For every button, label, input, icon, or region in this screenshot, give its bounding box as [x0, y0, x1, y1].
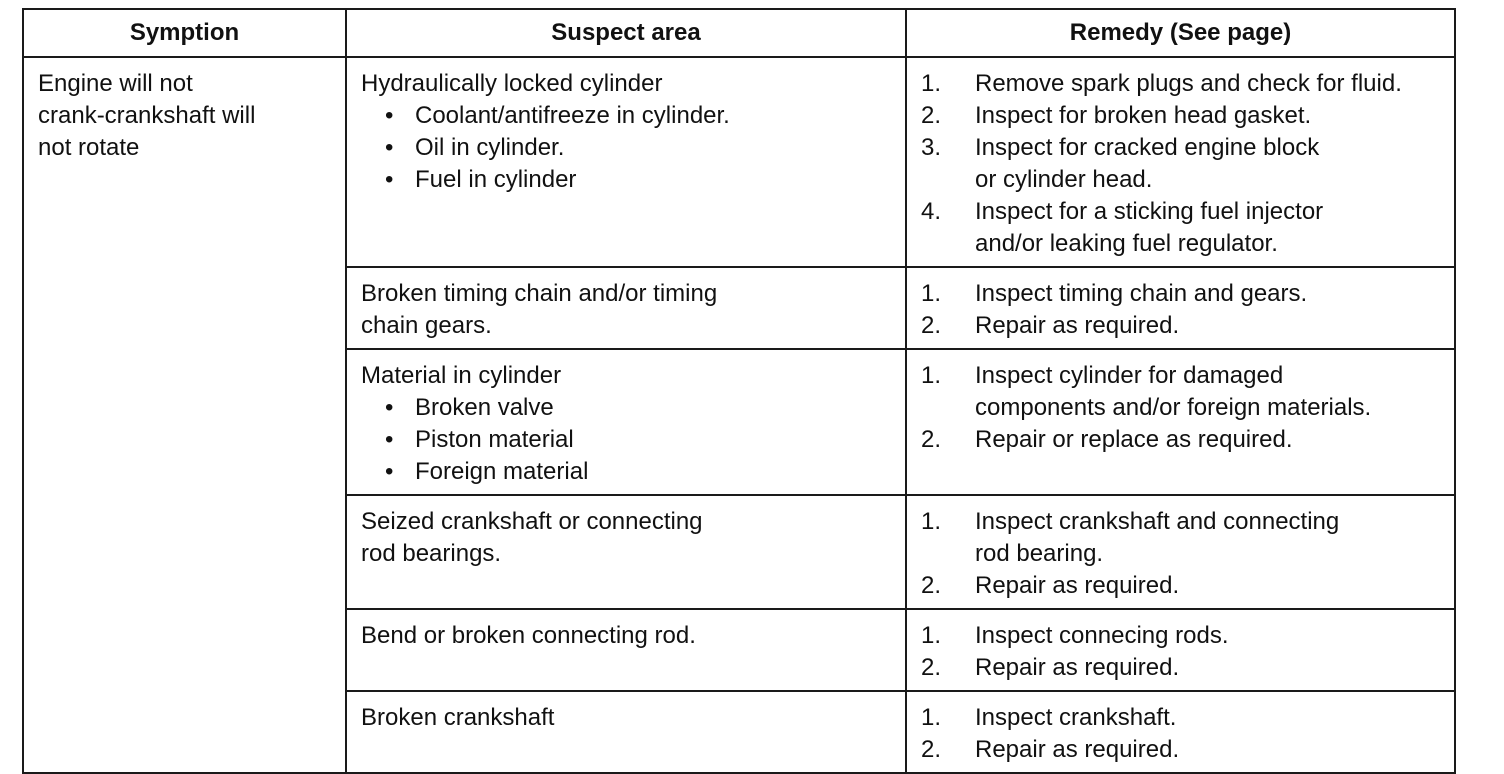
remedy-cell: [906, 267, 1455, 349]
step-number: 1.: [921, 70, 942, 97]
remedy-step: [921, 132, 1440, 196]
bullet-icon: •: [385, 458, 394, 485]
step-text: Inspect for a sticking fuel injector and/or leaking fuel regulator.: [975, 198, 1324, 257]
step-text: Repair as required.: [975, 312, 1180, 339]
step-text: Repair as required.: [975, 736, 1180, 763]
suspect-text: Broken timing chain and/or timing: [361, 280, 718, 307]
step-number: 2.: [921, 654, 942, 681]
step-number: 3.: [921, 134, 942, 161]
header-symptom: Symption: [23, 9, 346, 57]
bullet-text: Fuel in cylinder: [415, 166, 577, 193]
step-text: Inspect crankshaft.: [975, 704, 1177, 731]
step-text: Inspect connecing rods.: [975, 622, 1229, 649]
header-row: [23, 9, 1455, 57]
table-row: [23, 57, 1455, 267]
bullet-item: [361, 132, 891, 164]
remedy-cell: [906, 495, 1455, 609]
remedy-step: [921, 196, 1440, 260]
suspect-text: rod bearings.: [361, 540, 502, 567]
suspect-cell: [346, 57, 906, 267]
remedy-cell: [906, 57, 1455, 267]
step-text: Inspect timing chain and gears.: [975, 280, 1308, 307]
bullet-icon: •: [385, 166, 394, 193]
bullet-text: Oil in cylinder.: [415, 134, 565, 161]
remedy-step: [921, 506, 1440, 570]
suspect-text: Material in cylinder: [361, 362, 562, 389]
step-number: 1.: [921, 362, 942, 389]
suspect-cell: [346, 349, 906, 495]
bullet-item: [361, 456, 891, 488]
step-text: Repair as required.: [975, 654, 1180, 681]
remedy-step: [921, 360, 1440, 424]
remedy-cell: [906, 609, 1455, 691]
remedy-step: [921, 702, 1440, 734]
remedy-step: [921, 278, 1440, 310]
remedy-cell: [906, 349, 1455, 495]
remedy-step: [921, 424, 1440, 456]
suspect-cell: [346, 495, 906, 609]
step-text: Inspect crankshaft and connecting rod bearing.: [975, 508, 1340, 567]
step-text: Inspect for cracked engine block or cylinder head.: [975, 134, 1320, 193]
step-text: Inspect cylinder for damaged components and/or foreign materials.: [975, 362, 1372, 421]
symptom-cell: [23, 57, 346, 773]
header-suspect-area: Suspect area: [346, 9, 906, 57]
suspect-text: Seized crankshaft or connecting: [361, 508, 703, 535]
remedy-step: [921, 652, 1440, 684]
bullet-text: Piston material: [415, 426, 574, 453]
suspect-text: Broken crankshaft: [361, 704, 555, 731]
bullet-item: [361, 100, 891, 132]
header-remedy: Remedy (See page): [906, 9, 1455, 57]
remedy-step: [921, 734, 1440, 766]
step-number: 1.: [921, 704, 942, 731]
step-number: 2.: [921, 572, 942, 599]
step-text: Remove spark plugs and check for fluid.: [975, 70, 1402, 97]
step-text: Inspect for broken head gasket.: [975, 102, 1312, 129]
remedy-step: [921, 310, 1440, 342]
suspect-text: chain gears.: [361, 312, 492, 339]
step-number: 2.: [921, 312, 942, 339]
bullet-icon: •: [385, 426, 394, 453]
suspect-text: Hydraulically locked cylinder: [361, 70, 663, 97]
suspect-text: Bend or broken connecting rod.: [361, 622, 696, 649]
step-number: 1.: [921, 622, 942, 649]
bullet-item: [361, 164, 891, 196]
symptom-text: Engine will not: [38, 70, 193, 97]
remedy-step: [921, 100, 1440, 132]
step-text: Repair as required.: [975, 572, 1180, 599]
suspect-cell: [346, 609, 906, 691]
suspect-cell: [346, 267, 906, 349]
step-number: 1.: [921, 508, 942, 535]
step-number: 2.: [921, 736, 942, 763]
bullet-item: [361, 392, 891, 424]
bullet-text: Coolant/antifreeze in cylinder.: [415, 102, 730, 129]
step-number: 1.: [921, 280, 942, 307]
bullet-icon: •: [385, 394, 394, 421]
remedy-step: [921, 68, 1440, 100]
symptom-text: crank-crankshaft will: [38, 102, 256, 129]
remedy-cell: [906, 691, 1455, 773]
step-number: 2.: [921, 102, 942, 129]
troubleshooting-table: [22, 8, 1456, 774]
remedy-step: [921, 620, 1440, 652]
remedy-step: [921, 570, 1440, 602]
step-number: 4.: [921, 198, 942, 225]
bullet-icon: •: [385, 134, 394, 161]
bullet-text: Broken valve: [415, 394, 554, 421]
step-text: Repair or replace as required.: [975, 426, 1293, 453]
bullet-text: Foreign material: [415, 458, 589, 485]
bullet-icon: •: [385, 102, 394, 129]
bullet-item: [361, 424, 891, 456]
step-number: 2.: [921, 426, 942, 453]
suspect-cell: [346, 691, 906, 773]
symptom-text: not rotate: [38, 134, 140, 161]
